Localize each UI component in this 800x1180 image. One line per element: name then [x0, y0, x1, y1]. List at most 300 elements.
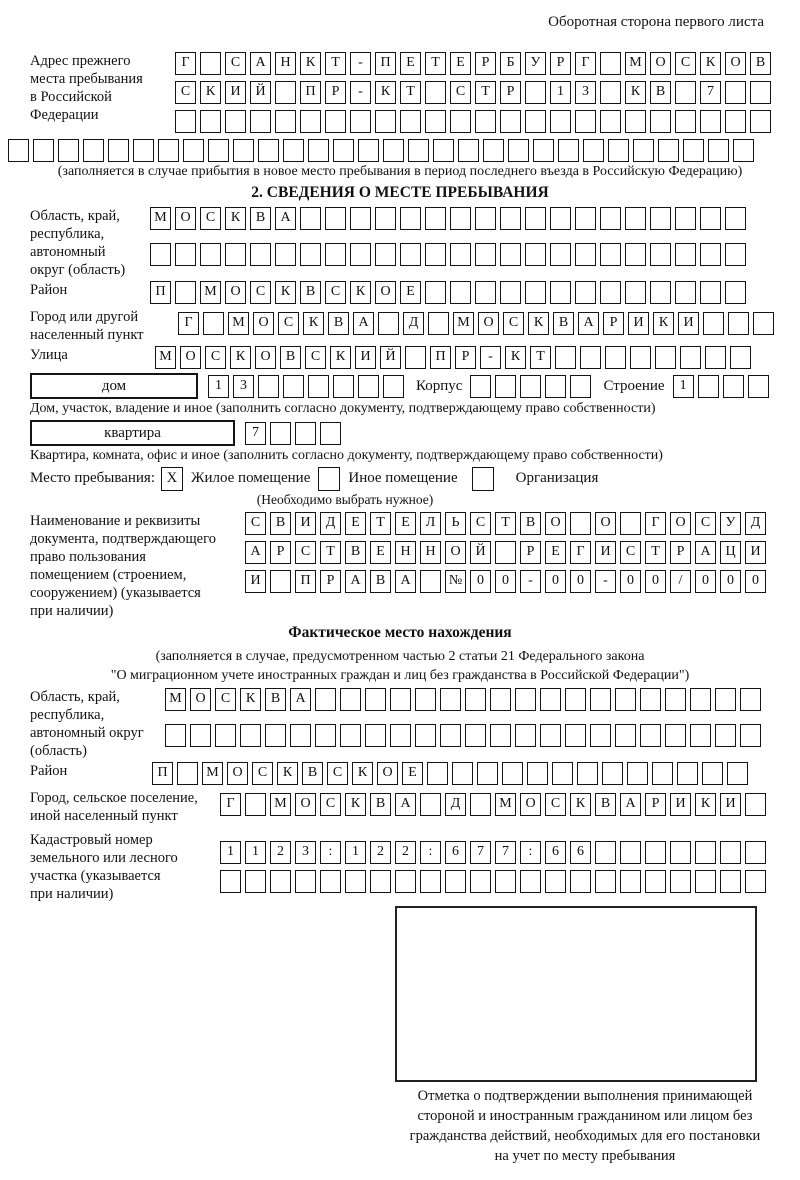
char-box[interactable]: [450, 243, 471, 266]
residence-type-checkbox-organization[interactable]: [472, 467, 494, 491]
char-box[interactable]: [495, 541, 516, 564]
char-box[interactable]: Г: [645, 512, 666, 535]
char-box[interactable]: [600, 110, 621, 133]
char-box[interactable]: С: [470, 512, 491, 535]
char-box[interactable]: [515, 688, 536, 711]
char-box[interactable]: [670, 870, 691, 893]
char-box[interactable]: В: [370, 570, 391, 593]
char-box[interactable]: [345, 870, 366, 893]
char-box[interactable]: [640, 688, 661, 711]
char-box[interactable]: К: [352, 762, 373, 785]
char-box[interactable]: [525, 207, 546, 230]
char-box[interactable]: [475, 281, 496, 304]
char-box[interactable]: [698, 375, 719, 398]
char-box[interactable]: [428, 312, 449, 335]
char-box[interactable]: [715, 724, 736, 747]
char-box[interactable]: [655, 346, 676, 369]
char-box[interactable]: [520, 870, 541, 893]
char-box[interactable]: С: [545, 793, 566, 816]
char-box[interactable]: [525, 243, 546, 266]
char-box[interactable]: [465, 688, 486, 711]
char-box[interactable]: [390, 724, 411, 747]
char-box[interactable]: Е: [345, 512, 366, 535]
char-box[interactable]: К: [300, 52, 321, 75]
char-box[interactable]: [675, 207, 696, 230]
char-box[interactable]: [533, 139, 554, 162]
char-box[interactable]: А: [695, 541, 716, 564]
char-box[interactable]: [315, 724, 336, 747]
char-box[interactable]: [650, 207, 671, 230]
char-box[interactable]: О: [227, 762, 248, 785]
char-box[interactable]: Т: [645, 541, 666, 564]
char-box[interactable]: О: [725, 52, 746, 75]
char-box[interactable]: 0: [695, 570, 716, 593]
char-box[interactable]: [745, 870, 766, 893]
char-box[interactable]: П: [152, 762, 173, 785]
char-box[interactable]: [650, 243, 671, 266]
char-box[interactable]: [208, 139, 229, 162]
char-box[interactable]: [600, 81, 621, 104]
char-box[interactable]: [445, 870, 466, 893]
char-box[interactable]: [475, 207, 496, 230]
char-box[interactable]: Р: [670, 541, 691, 564]
char-box[interactable]: 6: [570, 841, 591, 864]
char-box[interactable]: С: [250, 281, 271, 304]
char-box[interactable]: [658, 139, 679, 162]
char-box[interactable]: [677, 762, 698, 785]
char-box[interactable]: К: [528, 312, 549, 335]
char-box[interactable]: :: [520, 841, 541, 864]
char-box[interactable]: [725, 243, 746, 266]
char-box[interactable]: 0: [645, 570, 666, 593]
char-box[interactable]: [580, 346, 601, 369]
char-box[interactable]: [680, 346, 701, 369]
char-box[interactable]: Р: [475, 52, 496, 75]
char-box[interactable]: [750, 81, 771, 104]
char-box[interactable]: [333, 375, 354, 398]
char-box[interactable]: В: [650, 81, 671, 104]
char-box[interactable]: О: [225, 281, 246, 304]
char-box[interactable]: [583, 139, 604, 162]
char-box[interactable]: В: [328, 312, 349, 335]
char-box[interactable]: [595, 870, 616, 893]
char-box[interactable]: У: [525, 52, 546, 75]
char-box[interactable]: [683, 139, 704, 162]
char-box[interactable]: К: [695, 793, 716, 816]
char-box[interactable]: Г: [570, 541, 591, 564]
char-box[interactable]: [740, 688, 761, 711]
char-box[interactable]: В: [302, 762, 323, 785]
char-box[interactable]: К: [303, 312, 324, 335]
char-box[interactable]: И: [595, 541, 616, 564]
char-box[interactable]: О: [650, 52, 671, 75]
char-box[interactable]: [575, 281, 596, 304]
char-box[interactable]: [730, 346, 751, 369]
char-box[interactable]: [340, 724, 361, 747]
char-box[interactable]: [520, 375, 541, 398]
char-box[interactable]: [625, 281, 646, 304]
char-box[interactable]: [550, 207, 571, 230]
char-box[interactable]: /: [670, 570, 691, 593]
char-box[interactable]: [665, 688, 686, 711]
char-box[interactable]: [283, 375, 304, 398]
char-box[interactable]: С: [245, 512, 266, 535]
char-box[interactable]: [450, 110, 471, 133]
char-box[interactable]: [175, 110, 196, 133]
char-box[interactable]: Т: [425, 52, 446, 75]
char-box[interactable]: 2: [370, 841, 391, 864]
char-box[interactable]: [475, 243, 496, 266]
char-box[interactable]: [577, 762, 598, 785]
char-box[interactable]: С: [503, 312, 524, 335]
char-box[interactable]: [600, 243, 621, 266]
char-box[interactable]: [720, 841, 741, 864]
char-box[interactable]: 3: [295, 841, 316, 864]
char-box[interactable]: [320, 870, 341, 893]
char-box[interactable]: -: [480, 346, 501, 369]
char-box[interactable]: [408, 139, 429, 162]
char-box[interactable]: [575, 207, 596, 230]
char-box[interactable]: [383, 139, 404, 162]
char-box[interactable]: [275, 81, 296, 104]
char-box[interactable]: [375, 243, 396, 266]
char-box[interactable]: А: [245, 541, 266, 564]
char-box[interactable]: О: [670, 512, 691, 535]
char-box[interactable]: С: [305, 346, 326, 369]
char-box[interactable]: А: [353, 312, 374, 335]
char-box[interactable]: 1: [208, 375, 229, 398]
char-box[interactable]: Г: [220, 793, 241, 816]
char-box[interactable]: [333, 139, 354, 162]
char-box[interactable]: [750, 110, 771, 133]
residence-type-checkbox-dwelling[interactable]: X: [161, 467, 183, 491]
char-box[interactable]: [690, 724, 711, 747]
char-box[interactable]: С: [675, 52, 696, 75]
char-box[interactable]: [640, 724, 661, 747]
char-box[interactable]: Р: [603, 312, 624, 335]
char-box[interactable]: [358, 139, 379, 162]
char-box[interactable]: И: [225, 81, 246, 104]
char-box[interactable]: Г: [175, 52, 196, 75]
char-box[interactable]: М: [155, 346, 176, 369]
char-box[interactable]: С: [450, 81, 471, 104]
char-box[interactable]: Е: [400, 281, 421, 304]
char-box[interactable]: [545, 870, 566, 893]
char-box[interactable]: Д: [320, 512, 341, 535]
char-box[interactable]: О: [478, 312, 499, 335]
char-box[interactable]: Г: [178, 312, 199, 335]
char-box[interactable]: [465, 724, 486, 747]
char-box[interactable]: [728, 312, 749, 335]
char-box[interactable]: [702, 762, 723, 785]
char-box[interactable]: П: [300, 81, 321, 104]
char-box[interactable]: [200, 52, 221, 75]
char-box[interactable]: [665, 724, 686, 747]
char-box[interactable]: П: [295, 570, 316, 593]
char-box[interactable]: О: [377, 762, 398, 785]
char-box[interactable]: О: [520, 793, 541, 816]
char-box[interactable]: Р: [325, 81, 346, 104]
char-box[interactable]: Д: [445, 793, 466, 816]
char-box[interactable]: [570, 870, 591, 893]
char-box[interactable]: [700, 207, 721, 230]
char-box[interactable]: [470, 870, 491, 893]
char-box[interactable]: [458, 139, 479, 162]
char-box[interactable]: [633, 139, 654, 162]
char-box[interactable]: [83, 139, 104, 162]
char-box[interactable]: К: [350, 281, 371, 304]
char-box[interactable]: Р: [520, 541, 541, 564]
char-box[interactable]: В: [280, 346, 301, 369]
char-box[interactable]: С: [215, 688, 236, 711]
char-box[interactable]: [427, 762, 448, 785]
char-box[interactable]: Р: [320, 570, 341, 593]
char-box[interactable]: [300, 110, 321, 133]
char-box[interactable]: [745, 793, 766, 816]
char-box[interactable]: [350, 110, 371, 133]
char-box[interactable]: [483, 139, 504, 162]
char-box[interactable]: [565, 688, 586, 711]
char-box[interactable]: [590, 724, 611, 747]
char-box[interactable]: [383, 375, 404, 398]
char-box[interactable]: [590, 688, 611, 711]
char-box[interactable]: 7: [245, 422, 266, 445]
char-box[interactable]: О: [375, 281, 396, 304]
char-box[interactable]: [740, 724, 761, 747]
char-box[interactable]: [500, 243, 521, 266]
char-box[interactable]: [415, 724, 436, 747]
char-box[interactable]: С: [252, 762, 273, 785]
char-box[interactable]: [575, 110, 596, 133]
char-box[interactable]: [725, 207, 746, 230]
char-box[interactable]: -: [595, 570, 616, 593]
char-box[interactable]: [365, 724, 386, 747]
char-box[interactable]: С: [620, 541, 641, 564]
char-box[interactable]: 1: [673, 375, 694, 398]
char-box[interactable]: Т: [475, 81, 496, 104]
char-box[interactable]: С: [175, 81, 196, 104]
char-box[interactable]: Т: [320, 541, 341, 564]
char-box[interactable]: [725, 110, 746, 133]
char-box[interactable]: [490, 688, 511, 711]
char-box[interactable]: К: [240, 688, 261, 711]
char-box[interactable]: [733, 139, 754, 162]
char-box[interactable]: [552, 762, 573, 785]
char-box[interactable]: [395, 870, 416, 893]
char-box[interactable]: [270, 870, 291, 893]
char-box[interactable]: [440, 724, 461, 747]
char-box[interactable]: [555, 346, 576, 369]
char-box[interactable]: М: [202, 762, 223, 785]
char-box[interactable]: А: [395, 793, 416, 816]
char-box[interactable]: [725, 281, 746, 304]
char-box[interactable]: П: [150, 281, 171, 304]
char-box[interactable]: Л: [420, 512, 441, 535]
char-box[interactable]: М: [150, 207, 171, 230]
char-box[interactable]: [233, 139, 254, 162]
char-box[interactable]: О: [175, 207, 196, 230]
char-box[interactable]: [350, 207, 371, 230]
char-box[interactable]: К: [375, 81, 396, 104]
char-box[interactable]: [325, 110, 346, 133]
char-box[interactable]: О: [295, 793, 316, 816]
char-box[interactable]: Е: [400, 52, 421, 75]
char-box[interactable]: [700, 110, 721, 133]
char-box[interactable]: [670, 841, 691, 864]
char-box[interactable]: К: [625, 81, 646, 104]
char-box[interactable]: [350, 243, 371, 266]
char-box[interactable]: С: [325, 281, 346, 304]
char-box[interactable]: [675, 243, 696, 266]
char-box[interactable]: Р: [270, 541, 291, 564]
char-box[interactable]: [265, 724, 286, 747]
char-box[interactable]: [475, 110, 496, 133]
char-box[interactable]: [495, 375, 516, 398]
char-box[interactable]: И: [355, 346, 376, 369]
char-box[interactable]: [390, 688, 411, 711]
char-box[interactable]: М: [495, 793, 516, 816]
char-box[interactable]: :: [320, 841, 341, 864]
char-box[interactable]: А: [578, 312, 599, 335]
char-box[interactable]: [300, 243, 321, 266]
char-box[interactable]: А: [620, 793, 641, 816]
char-box[interactable]: В: [265, 688, 286, 711]
char-box[interactable]: К: [700, 52, 721, 75]
char-box[interactable]: С: [695, 512, 716, 535]
char-box[interactable]: К: [200, 81, 221, 104]
char-box[interactable]: [525, 110, 546, 133]
char-box[interactable]: Е: [450, 52, 471, 75]
char-box[interactable]: И: [295, 512, 316, 535]
char-box[interactable]: [725, 81, 746, 104]
char-box[interactable]: [727, 762, 748, 785]
char-box[interactable]: Е: [545, 541, 566, 564]
char-box[interactable]: С: [225, 52, 246, 75]
char-box[interactable]: К: [330, 346, 351, 369]
char-box[interactable]: О: [255, 346, 276, 369]
char-box[interactable]: :: [420, 841, 441, 864]
char-box[interactable]: [225, 110, 246, 133]
char-box[interactable]: [650, 110, 671, 133]
char-box[interactable]: У: [720, 512, 741, 535]
char-box[interactable]: 2: [270, 841, 291, 864]
residence-type-checkbox-other[interactable]: [318, 467, 340, 491]
char-box[interactable]: Ц: [720, 541, 741, 564]
char-box[interactable]: [283, 139, 304, 162]
char-box[interactable]: [425, 207, 446, 230]
char-box[interactable]: [675, 281, 696, 304]
char-box[interactable]: [8, 139, 29, 162]
char-box[interactable]: Т: [400, 81, 421, 104]
char-box[interactable]: [695, 841, 716, 864]
char-box[interactable]: [723, 375, 744, 398]
char-box[interactable]: [625, 207, 646, 230]
char-box[interactable]: [158, 139, 179, 162]
char-box[interactable]: О: [253, 312, 274, 335]
char-box[interactable]: [425, 81, 446, 104]
char-box[interactable]: [33, 139, 54, 162]
char-box[interactable]: [452, 762, 473, 785]
char-box[interactable]: [527, 762, 548, 785]
char-box[interactable]: [703, 312, 724, 335]
char-box[interactable]: [108, 139, 129, 162]
char-box[interactable]: [620, 512, 641, 535]
char-box[interactable]: [645, 841, 666, 864]
char-box[interactable]: [415, 688, 436, 711]
char-box[interactable]: 0: [745, 570, 766, 593]
char-box[interactable]: О: [190, 688, 211, 711]
char-box[interactable]: [295, 870, 316, 893]
char-box[interactable]: 7: [470, 841, 491, 864]
char-box[interactable]: [225, 243, 246, 266]
char-box[interactable]: [275, 243, 296, 266]
char-box[interactable]: [500, 281, 521, 304]
char-box[interactable]: -: [350, 81, 371, 104]
char-box[interactable]: С: [200, 207, 221, 230]
char-box[interactable]: [545, 375, 566, 398]
char-box[interactable]: 6: [545, 841, 566, 864]
char-box[interactable]: И: [245, 570, 266, 593]
char-box[interactable]: [550, 110, 571, 133]
char-box[interactable]: [720, 870, 741, 893]
char-box[interactable]: [365, 688, 386, 711]
char-box[interactable]: [215, 724, 236, 747]
char-box[interactable]: [675, 110, 696, 133]
char-box[interactable]: Т: [495, 512, 516, 535]
char-box[interactable]: [705, 346, 726, 369]
char-box[interactable]: С: [320, 793, 341, 816]
char-box[interactable]: [540, 688, 561, 711]
char-box[interactable]: [270, 570, 291, 593]
char-box[interactable]: [190, 724, 211, 747]
char-box[interactable]: [600, 52, 621, 75]
char-box[interactable]: Б: [500, 52, 521, 75]
char-box[interactable]: В: [300, 281, 321, 304]
char-box[interactable]: [570, 512, 591, 535]
char-box[interactable]: [165, 724, 186, 747]
char-box[interactable]: Е: [402, 762, 423, 785]
char-box[interactable]: [320, 422, 341, 445]
char-box[interactable]: 0: [545, 570, 566, 593]
char-box[interactable]: [200, 110, 221, 133]
char-box[interactable]: Н: [420, 541, 441, 564]
char-box[interactable]: [715, 688, 736, 711]
char-box[interactable]: [425, 281, 446, 304]
char-box[interactable]: [370, 870, 391, 893]
char-box[interactable]: А: [395, 570, 416, 593]
char-box[interactable]: Н: [275, 52, 296, 75]
char-box[interactable]: 1: [550, 81, 571, 104]
char-box[interactable]: [570, 375, 591, 398]
char-box[interactable]: [177, 762, 198, 785]
char-box[interactable]: Р: [500, 81, 521, 104]
char-box[interactable]: [375, 110, 396, 133]
char-box[interactable]: [630, 346, 651, 369]
char-box[interactable]: [400, 243, 421, 266]
char-box[interactable]: О: [445, 541, 466, 564]
char-box[interactable]: [477, 762, 498, 785]
char-box[interactable]: 0: [570, 570, 591, 593]
char-box[interactable]: К: [275, 281, 296, 304]
char-box[interactable]: [308, 139, 329, 162]
char-box[interactable]: [540, 724, 561, 747]
char-box[interactable]: 6: [445, 841, 466, 864]
char-box[interactable]: Е: [370, 541, 391, 564]
char-box[interactable]: Т: [325, 52, 346, 75]
char-box[interactable]: [748, 375, 769, 398]
char-box[interactable]: [420, 870, 441, 893]
char-box[interactable]: [700, 281, 721, 304]
